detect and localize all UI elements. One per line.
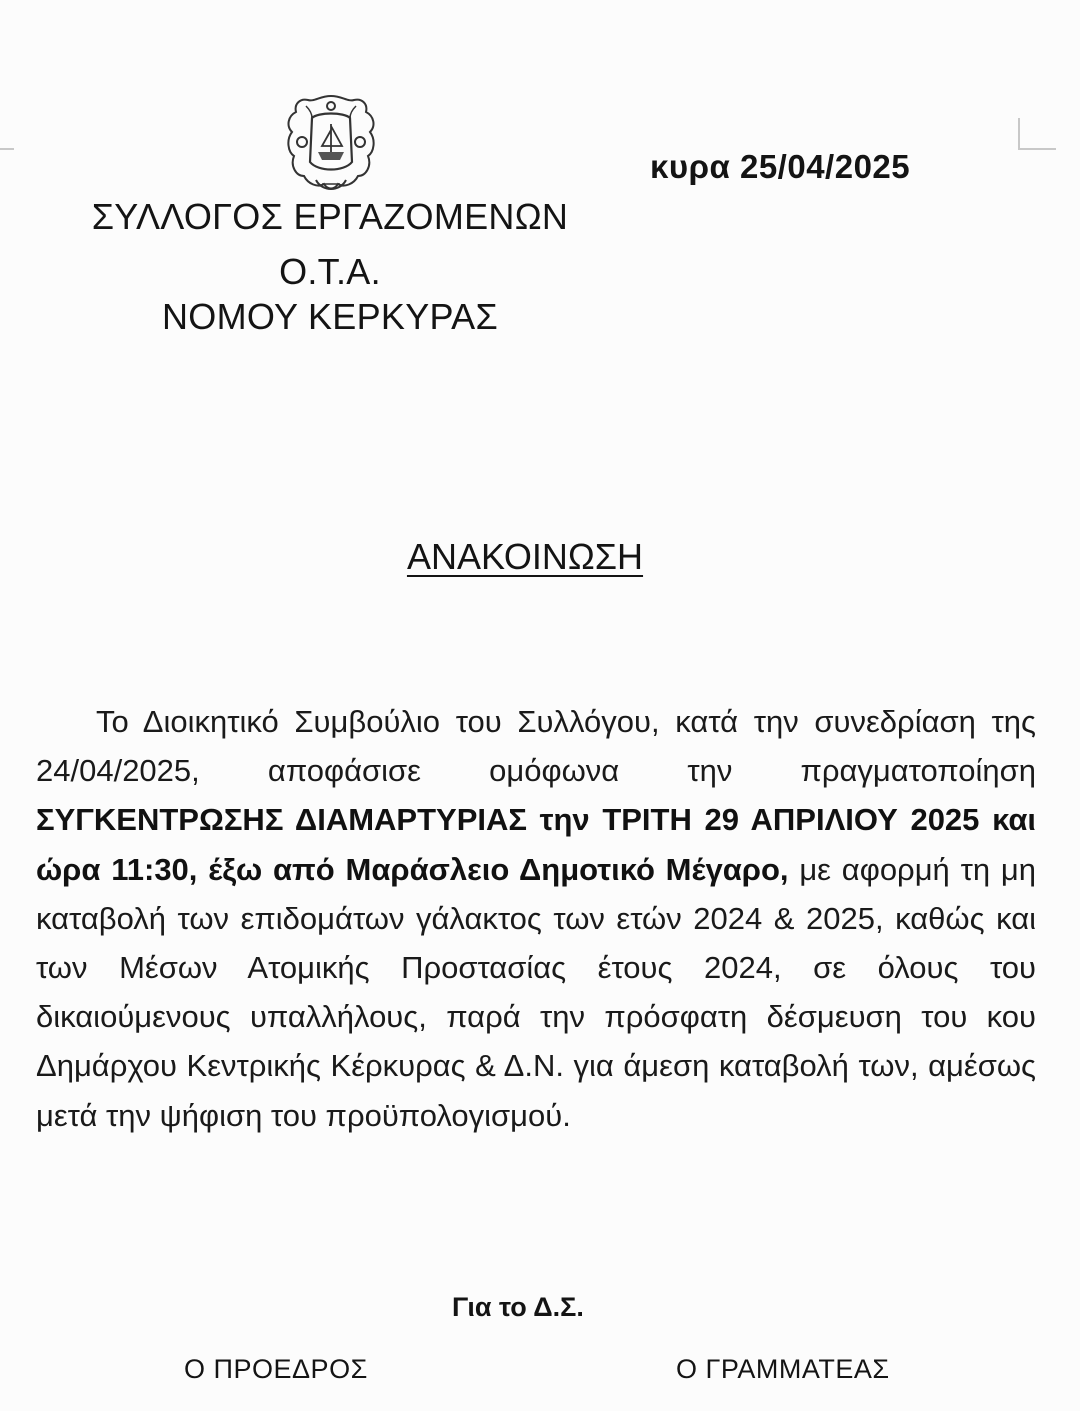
announcement-title-wrapper bbox=[0, 536, 1050, 578]
signature-secretary: Ο ΓΡΑΜΜΑΤΕΑΣ bbox=[676, 1354, 890, 1384]
signature-president: Ο ΠΡΟΕΔΡΟΣ bbox=[184, 1354, 368, 1384]
ornate-seal-icon bbox=[282, 92, 380, 196]
body-text-part-1: Το Διοικητικό Συμβούλιο του Συλλόγου, κατά την συνεδρίαση της 24/04/2025, αποφάσισε ομόφωνα την πραγματοποίηση bbox=[36, 704, 1036, 789]
body-text-bold: ΣΥΓΚΕΝΤΡΩΣΗΣ ΔΙΑΜΑΡΤΥΡΙΑΣ την ΤΡΙΤΗ 29 ΑΠΡΙΛΙΟΥ 2025 και ώρα 11:30, έξω από Μαράσλειο Δημοτικό Μέγαρο, bbox=[36, 802, 1036, 887]
page-corner-mark-right bbox=[1018, 118, 1056, 150]
signature-on-behalf: Για το Δ.Σ. bbox=[452, 1292, 584, 1322]
page-edge-mark-left bbox=[0, 148, 14, 150]
org-name-line-2: Ο.Τ.Α. bbox=[279, 251, 381, 292]
announcement-title: ΑΝΑΚΟΙΝΩΣΗ bbox=[406, 536, 644, 577]
announcement-body bbox=[36, 697, 1036, 1140]
body-text-part-2: με αφορμή τη μη καταβολή των επιδομάτων γάλακτος των ετών 2024 & 2025, καθώς και των Μέσων Ατομικής Προστασίας έτους 2024, σε όλους του δικαιούμενους υπαλλήλους, παρά την πρόσφατη δέσμευση του κου Δημάρχου Κεντρικής Κέρκυρας & Δ.Ν. για άμεση καταβολή των, αμέσως μετά την ψήφιση του προϋπολογισμού. bbox=[36, 851, 1036, 1133]
org-name-line-3: ΝΟΜΟΥ ΚΕΡΚΥΡΑΣ bbox=[161, 296, 499, 337]
org-name-line-1: ΣΥΛΛΟΓΟΣ ΕΡΓΑΖΟΜΕΝΩΝ bbox=[91, 196, 569, 237]
document-date: κυρα 25/04/2025 bbox=[650, 148, 911, 185]
